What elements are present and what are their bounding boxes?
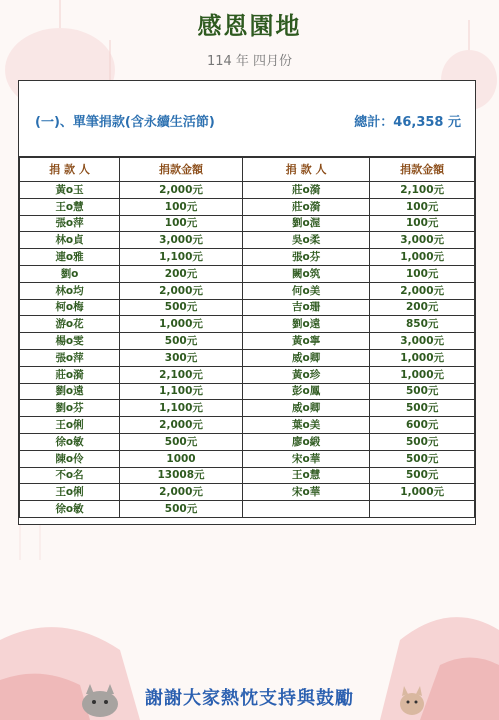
donor-name-cell: 劉o遠 — [242, 316, 369, 333]
donation-amount-cell: 2,000元 — [370, 282, 475, 299]
donor-name-cell: 游o花 — [20, 316, 120, 333]
table-row — [20, 400, 475, 417]
donation-amount-cell: 500元 — [120, 299, 243, 316]
donation-amount-cell: 1,100元 — [120, 249, 243, 266]
donation-amount-cell: 1,000元 — [370, 249, 475, 266]
donation-amount-cell: 3,000元 — [120, 232, 243, 249]
donation-amount-cell: 1000 — [120, 450, 243, 467]
donor-name-cell: 莊o漪 — [242, 198, 369, 215]
donation-amount-cell: 2,000元 — [120, 182, 243, 199]
table-row — [20, 265, 475, 282]
donor-name-cell: 連o雅 — [20, 249, 120, 266]
table-row — [20, 299, 475, 316]
total-amount: 總計：46,358 元 — [354, 115, 461, 130]
donor-name-cell: 劉o — [20, 265, 120, 282]
column-header-amount: 捐款金額 — [120, 158, 243, 182]
donation-amount-cell — [370, 501, 475, 518]
donor-name-cell: 柯o梅 — [20, 299, 120, 316]
donation-amount-cell: 2,100元 — [370, 182, 475, 199]
table-row — [20, 501, 475, 518]
donor-name-cell — [242, 501, 369, 518]
donation-amount-cell: 2,000元 — [120, 282, 243, 299]
donor-name-cell: 張o萍 — [20, 349, 120, 366]
donation-amount-cell: 500元 — [370, 383, 475, 400]
table-row — [20, 333, 475, 350]
table-header-row — [20, 158, 475, 182]
donor-name-cell: 黃o珍 — [242, 366, 369, 383]
table-row — [20, 349, 475, 366]
column-header-donor: 捐 款 人 — [20, 158, 120, 182]
donation-amount-cell: 500元 — [120, 501, 243, 518]
donor-name-cell: 莊o漪 — [20, 366, 120, 383]
donation-amount-cell: 100元 — [120, 198, 243, 215]
donation-amount-cell: 2,100元 — [120, 366, 243, 383]
table-row — [20, 383, 475, 400]
donation-amount-cell: 600元 — [370, 417, 475, 434]
footer-thanks: 謝謝大家熱忱支持與鼓勵 — [145, 688, 354, 709]
donation-amount-cell: 500元 — [370, 433, 475, 450]
donation-amount-cell: 3,000元 — [370, 333, 475, 350]
donor-name-cell: 何o美 — [242, 282, 369, 299]
donation-card — [18, 80, 476, 525]
donation-amount-cell: 2,000元 — [120, 417, 243, 434]
donation-amount-cell: 500元 — [370, 450, 475, 467]
donation-amount-cell: 100元 — [370, 198, 475, 215]
donor-name-cell: 黃o寧 — [242, 333, 369, 350]
table-row — [20, 366, 475, 383]
donor-name-cell: 吳o柔 — [242, 232, 369, 249]
table-row — [20, 484, 475, 501]
donation-amount-cell: 2,000元 — [120, 484, 243, 501]
donor-name-cell: 張o萍 — [20, 215, 120, 232]
donor-name-cell: 劉o渥 — [242, 215, 369, 232]
donor-name-cell: 王o俐 — [20, 484, 120, 501]
donor-name-cell: 不o名 — [20, 467, 120, 484]
donation-amount-cell: 500元 — [370, 467, 475, 484]
donor-name-cell: 王o俐 — [20, 417, 120, 434]
donation-amount-cell: 500元 — [120, 433, 243, 450]
donor-name-cell: 徐o敏 — [20, 433, 120, 450]
donor-name-cell: 林o均 — [20, 282, 120, 299]
table-row — [20, 450, 475, 467]
donor-name-cell: 王o慧 — [20, 198, 120, 215]
donation-amount-cell: 1,100元 — [120, 383, 243, 400]
donor-name-cell: 葉o美 — [242, 417, 369, 434]
table-row — [20, 467, 475, 484]
table-row — [20, 417, 475, 434]
table-row — [20, 182, 475, 199]
donor-name-cell: 莊o漪 — [242, 182, 369, 199]
donation-amount-cell: 500元 — [120, 333, 243, 350]
donation-amount-cell: 500元 — [370, 400, 475, 417]
donation-amount-cell: 1,000元 — [370, 349, 475, 366]
donor-name-cell: 王o慧 — [242, 467, 369, 484]
donor-name-cell: 彭o鳳 — [242, 383, 369, 400]
donor-name-cell: 張o芬 — [242, 249, 369, 266]
donation-table — [19, 157, 475, 518]
donor-name-cell: 宋o華 — [242, 484, 369, 501]
donor-name-cell: 闕o筑 — [242, 265, 369, 282]
donation-amount-cell: 13008元 — [120, 467, 243, 484]
donation-amount-cell: 300元 — [120, 349, 243, 366]
table-row — [20, 433, 475, 450]
table-row — [20, 316, 475, 333]
donation-amount-cell: 3,000元 — [370, 232, 475, 249]
donor-name-cell: 宋o華 — [242, 450, 369, 467]
donor-name-cell: 徐o敏 — [20, 501, 120, 518]
donor-name-cell: 吉o珊 — [242, 299, 369, 316]
section-header — [19, 81, 475, 157]
table-row — [20, 215, 475, 232]
donation-amount-cell: 200元 — [120, 265, 243, 282]
donor-name-cell: 威o卿 — [242, 400, 369, 417]
donor-name-cell: 陳o伶 — [20, 450, 120, 467]
column-header-donor: 捐 款 人 — [242, 158, 369, 182]
donation-amount-cell: 200元 — [370, 299, 475, 316]
donor-name-cell: 廖o緞 — [242, 433, 369, 450]
page-subtitle: 114 年 四月份 — [206, 54, 293, 69]
donor-name-cell: 劉o芬 — [20, 400, 120, 417]
column-header-amount: 捐款金額 — [370, 158, 475, 182]
donor-name-cell: 劉o遠 — [20, 383, 120, 400]
page-title: 感恩園地 — [197, 11, 302, 40]
donor-name-cell: 楊o雯 — [20, 333, 120, 350]
table-row — [20, 232, 475, 249]
donor-name-cell: 林o貞 — [20, 232, 120, 249]
donor-name-cell: 黃o玉 — [20, 182, 120, 199]
table-row — [20, 249, 475, 266]
donation-amount-cell: 100元 — [370, 265, 475, 282]
donation-amount-cell: 100元 — [120, 215, 243, 232]
section-title: (一)、單筆捐款(含永續生活節) — [35, 115, 215, 130]
donation-amount-cell: 100元 — [370, 215, 475, 232]
donor-name-cell: 威o卿 — [242, 349, 369, 366]
donation-amount-cell: 1,100元 — [120, 400, 243, 417]
donation-amount-cell: 1,000元 — [370, 484, 475, 501]
donation-amount-cell: 1,000元 — [370, 366, 475, 383]
table-row — [20, 282, 475, 299]
donation-amount-cell: 1,000元 — [120, 316, 243, 333]
donation-amount-cell: 850元 — [370, 316, 475, 333]
table-row — [20, 198, 475, 215]
